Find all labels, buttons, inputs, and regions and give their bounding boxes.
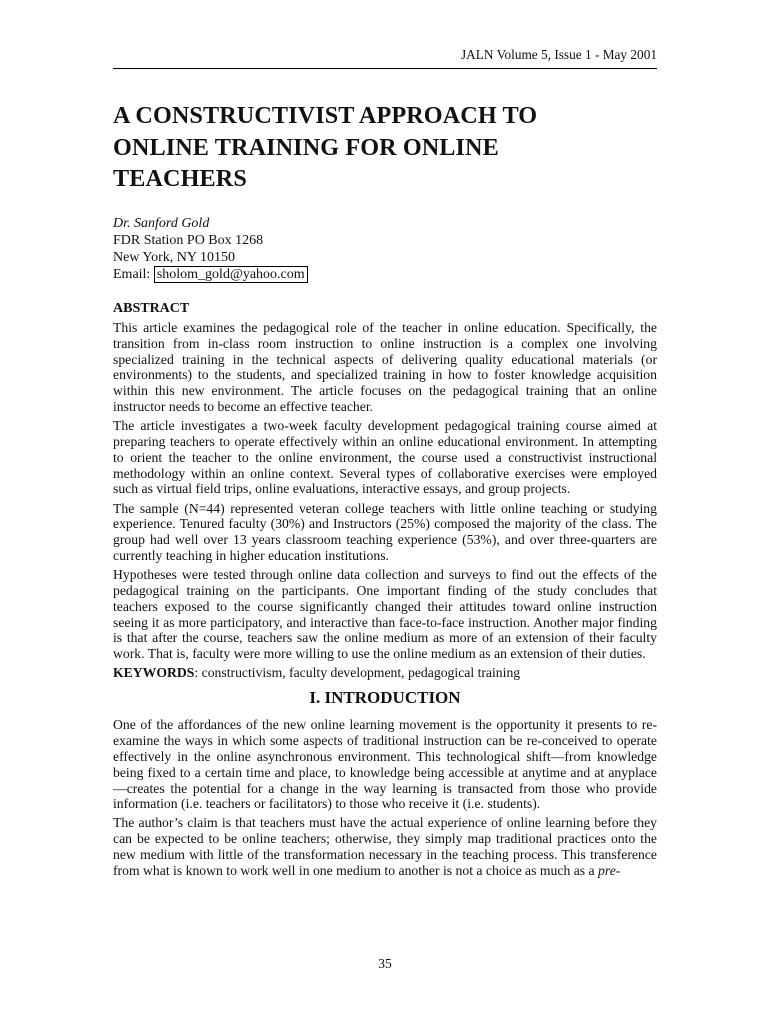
- introduction-paragraph-2-italic: pre-: [598, 862, 621, 878]
- paper-title: [113, 100, 657, 195]
- abstract-paragraph-3: The sample (N=44) represented veteran college teachers with little online teaching or studying experience. Tenured faculty (30%) and Instructors (25%) composed the majority of the class. The group had well over 13 years classroom teaching experience (53%), and over three-quarters are currently teaching in higher education institutions.: [113, 500, 657, 564]
- author-name: Dr. Sanford Gold: [113, 216, 210, 231]
- keywords-label: KEYWORDS: [113, 665, 195, 681]
- introduction-paragraph-2: [113, 815, 657, 878]
- title-line-1: A CONSTRUCTIVIST APPROACH TO: [113, 102, 538, 129]
- email-link[interactable]: sholom_gold@yahoo.com: [154, 266, 308, 283]
- introduction-heading: I. INTRODUCTION: [309, 688, 461, 708]
- author-address-line-2: New York, NY 10150: [113, 250, 235, 265]
- author-address-line-1: FDR Station PO Box 1268: [113, 233, 264, 248]
- header-divider: [113, 68, 657, 69]
- keywords-text: : constructivism, faculty development, pedagogical training: [194, 665, 521, 681]
- running-header: JALN Volume 5, Issue 1 - May 2001: [461, 47, 657, 62]
- title-line-2: ONLINE TRAINING FOR ONLINE: [113, 133, 499, 161]
- author-block: [113, 215, 308, 283]
- abstract-paragraph-2: The article investigates a two-week faculty development pedagogical training course aimed at preparing teachers to operate effectively within an online educational environment. In attempting to orient the teacher to the online environment, the course used a constructivist instructional methodology within an online context. Several types of collaborative exercises were employed such as virtual field trips, online evaluations, interactive essays, and group projects.: [113, 418, 657, 497]
- introduction-paragraph-2-text: The author’s claim is that teachers must have the actual experience of online learning before they can be expected to be online teachers; otherwise, they simply map traditional practices onto the new medium with little of the transformation necessary in the teaching process. This transference from what is known to work well in one medium to another is not a choice as much as a: [113, 815, 657, 878]
- author-email-line: [113, 266, 308, 283]
- page-number: 35: [378, 956, 392, 971]
- article-body: [113, 301, 657, 882]
- title-line-3: TEACHERS: [113, 165, 247, 192]
- abstract-paragraph-1: This article examines the pedagogical role of the teacher in online education. Specifically, the transition from in-class room instruction to online instruction is a complex one involving specialized training in the technical aspects of delivering quality educational materials (or environments) to the students, and specialized training in how to foster knowledge acquisition within this new environment. The article focuses on the pedagogical training that an online instructor needs to become an effective teacher.: [113, 319, 657, 415]
- abstract-heading: ABSTRACT: [113, 301, 190, 316]
- abstract-paragraph-4: Hypotheses were tested through online data collection and surveys to find out the effects of the pedagogical training on the participants. One important finding of the study concludes that teachers exposed to the course significantly changed their attitudes toward online instruction seeing it as more participatory, and interactive than face-to-face instruction. Another major finding is that after the course, teachers saw the online medium as more of an extension of their faculty work. That is, faculty were more willing to use the online medium as an extension of their duties.: [113, 567, 657, 662]
- keywords-line: [113, 665, 657, 681]
- email-label: Email:: [113, 267, 154, 282]
- introduction-paragraph-1: One of the affordances of the new online learning movement is the opportunity it presents to re-examine the ways in which some aspects of traditional instruction can be re-conceived to operate effectively in the online asynchronous environment. This technological shift—from knowledge being fixed to a certain time and place, to knowledge being accessible at anytime and at anyplace—creates the potential for a change in the way learning is transacted from those who provide information (i.e. teachers or facilitators) to those who receive it (i.e. students).: [113, 717, 657, 812]
